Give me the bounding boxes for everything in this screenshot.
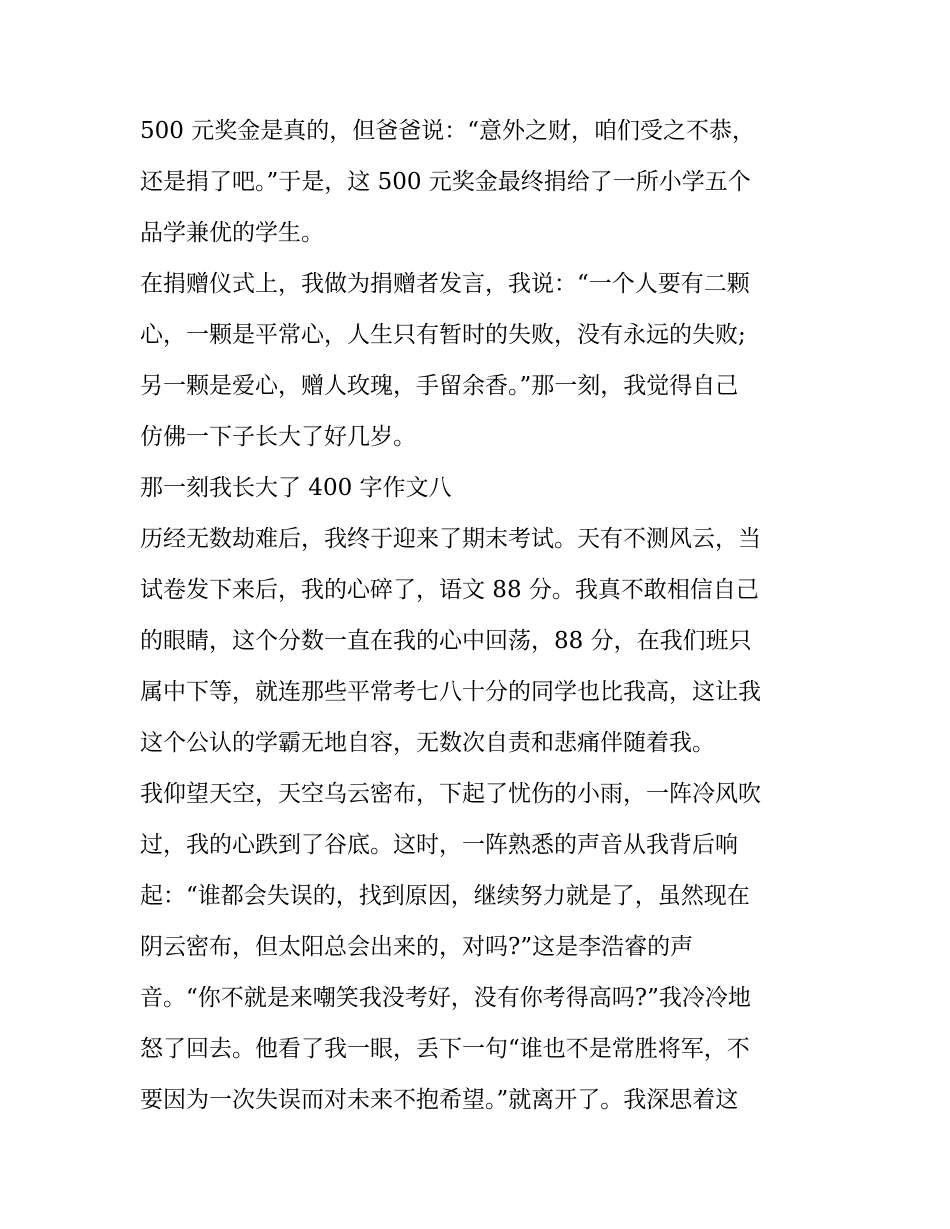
text-line-16: 起：“谁都会失误的，找到原因，继续努力就是了，虽然现在 xyxy=(140,883,750,909)
text-line-14: 我仰望天空，天空乌云密布，下起了忧伤的小雨，一阵冷风吹 xyxy=(140,781,761,807)
text-line-20: 要因为一次失误而对未来不抱希望。”就离开了。我深思着这 xyxy=(140,1087,739,1113)
text-line-3: 品学兼优的学生。 xyxy=(140,220,324,246)
text-line-1: 500 元奖金是真的，但爸爸说：“意外之财，咱们受之不恭， xyxy=(140,118,755,144)
text-line-7: 仿佛一下子长大了好几岁。 xyxy=(140,424,416,450)
text-line-19: 怒了回去。他看了我一眼，丢下一句“谁也不是常胜将军，不 xyxy=(140,1036,750,1062)
text-line-6: 另一颗是爱心，赠人玫瑰，手留余香。”那一刻，我觉得自己 xyxy=(140,373,739,399)
text-line-13: 这个公认的学霸无地自容，无数次自责和悲痛伴随着我。 xyxy=(140,730,715,756)
text-line-15: 过，我的心跌到了谷底。这时，一阵熟悉的声音从我背后响 xyxy=(140,832,738,858)
section-heading: 那一刻我长大了 400 字作文八 xyxy=(140,475,452,501)
text-line-17: 阴云密布，但太阳总会出来的，对吗?”这是李浩睿的声 xyxy=(140,934,694,960)
text-line-9: 历经无数劫难后，我终于迎来了期末考试。天有不测风云，当 xyxy=(140,526,761,552)
text-line-18: 音。“你不就是来嘲笑我没考好，没有你考得高吗?”我冷冷地 xyxy=(140,985,751,1011)
text-line-2: 还是捐了吧。”于是，这 500 元奖金最终捐给了一所小学五个 xyxy=(140,169,751,195)
text-line-4: 在捐赠仪式上，我做为捐赠者发言，我说：“一个人要有二颗 xyxy=(140,271,750,297)
text-line-12: 属中下等，就连那些平常考七八十分的同学也比我高，这让我 xyxy=(140,679,761,705)
text-line-11: 的眼睛，这个分数一直在我的心中回荡，88 分，在我们班只 xyxy=(140,628,752,654)
body-text xyxy=(140,106,820,1126)
text-line-5: 心，一颗是平常心，人生只有暂时的失败，没有永远的失败; xyxy=(140,322,746,348)
text-line-10: 试卷发下来后，我的心碎了，语文 88 分。我真不敢相信自己 xyxy=(140,577,759,603)
